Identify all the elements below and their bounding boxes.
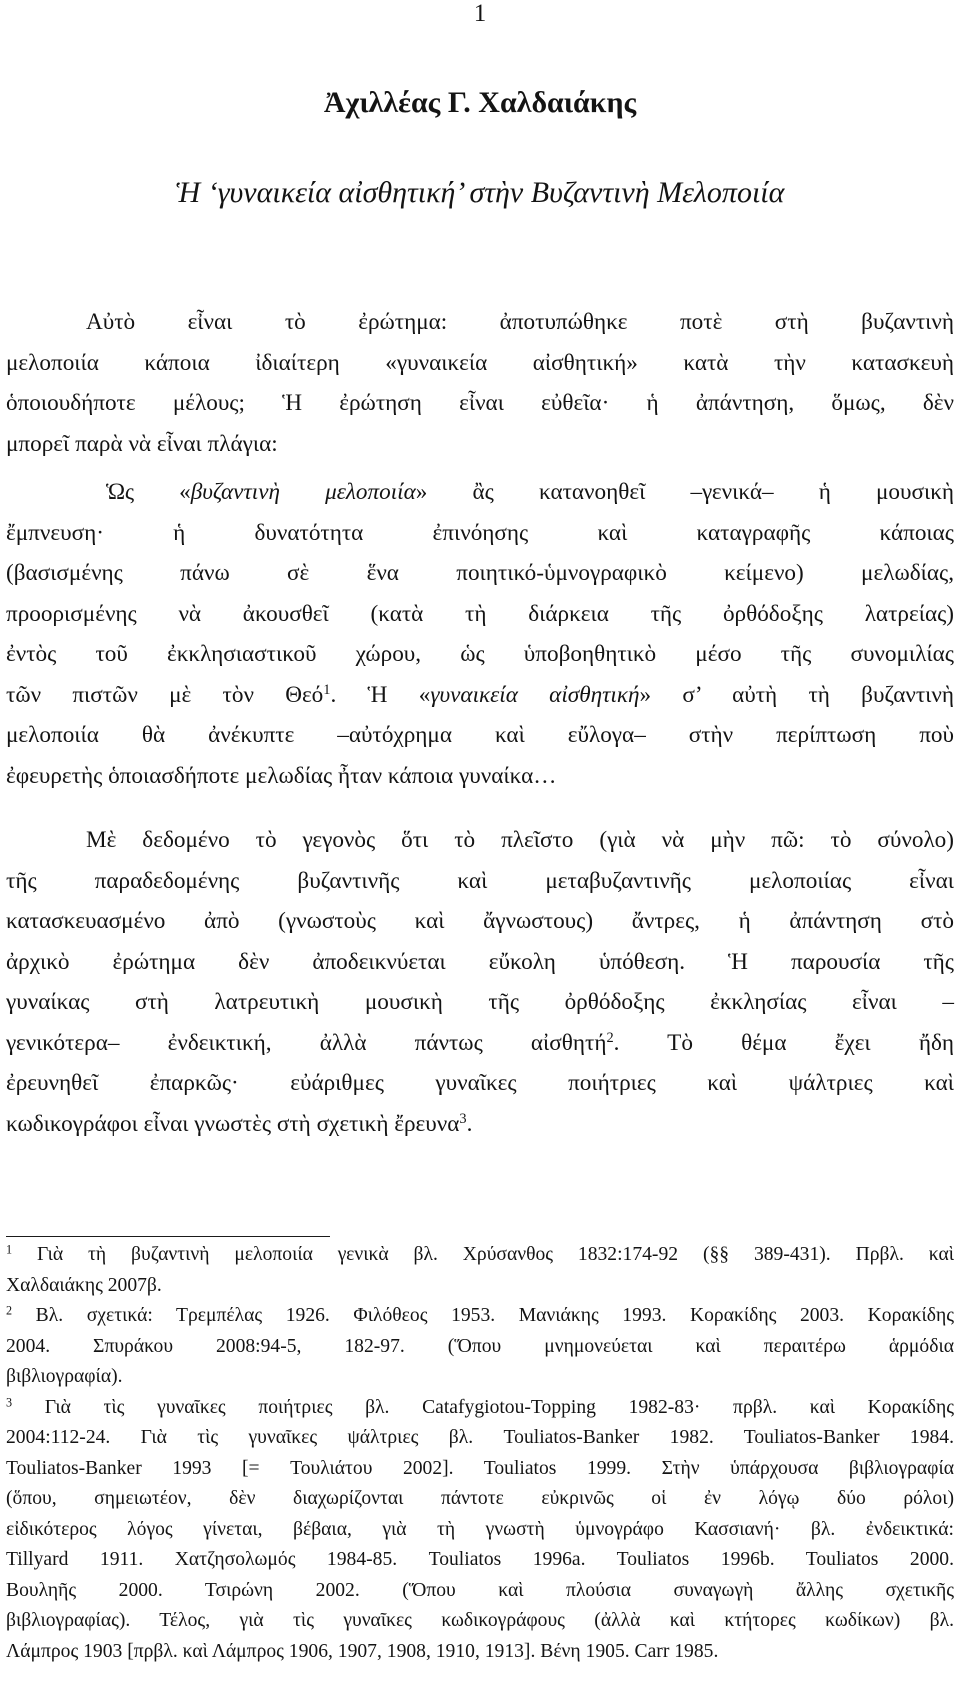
footnote-mark: 2	[6, 1303, 13, 1318]
footnote-3-line: Touliatos-Banker 1993 [= Τουλιάτου 2002]. Touliatos 1999. Στὴν ὑπάρχουσα βιβλιογραφία	[6, 1457, 954, 1479]
text-line: ἐρευνηθεῖ ἐπαρκῶς· εὐάριθμες γυναῖκες ποιήτριες καὶ ψάλτριες καὶ	[6, 1070, 954, 1096]
text-line	[6, 1104, 954, 1145]
text-line: γυναίκας στὴ λατρευτικὴ μουσικὴ τῆς ὀρθόδοξης ἐκκλησίας εἶναι –	[6, 989, 954, 1015]
footnote-3-line	[6, 1393, 954, 1424]
text-line: προορισμένης νὰ ἀκουσθεῖ (κατὰ τὴ διάρκεια τῆς ὀρθόδοξης λατρείας)	[6, 600, 954, 627]
footnote-mark: 1	[6, 1242, 13, 1257]
footnote-3-line: Λάμπρος 1903 [πρβλ. καὶ Λάμπρος 1906, 1907, 1908, 1910, 1913]. Βένη 1905. Carr 1985.	[6, 1640, 719, 1662]
footnote-2-line: βιβλιογραφία).	[6, 1366, 123, 1387]
text-segment: . Ἡ «	[330, 681, 431, 708]
footnote-3-line: Βουληῆς 2000. Τσιρώνη 2002. (Ὅπου καὶ πλούσια συναγωγὴ ἄλλης σχετικῆς	[6, 1579, 954, 1601]
footnote-2-line: 2004. Σπυράκου 2008:94-5, 182-97. (Ὅπου μνημονεύεται καὶ περαιτέρω ἁρμόδια	[6, 1335, 954, 1357]
text-segment: . Τὸ θέμα ἔχει ἤδη	[613, 1029, 954, 1056]
text-line: ἐφευρετὴς ὁποιασδήποτε μελωδίας ἦταν κάποια γυναίκα…	[6, 762, 557, 789]
text-segment: Βλ. σχετικά: Τρεμπέλας 1926. Φιλόθεος 1953. Μανιάκης 1993. Κορακίδης 2003. Κορακίδης	[12, 1305, 954, 1326]
author-name: Ἀχιλλέας Γ. Χαλδαιάκης	[323, 86, 637, 119]
paragraph-1	[6, 302, 954, 464]
italic-text: γυναικεία αἰσθητική	[430, 681, 640, 708]
footnote-ref-3: 3	[459, 1110, 467, 1127]
text-line: (βασισμένης πάνω σὲ ἕνα ποιητικό-ὑμνογραφικὸ κείμενο) μελωδίας,	[6, 560, 954, 586]
text-line: Μὲ δεδομένο τὸ γεγονὸς ὅτι τὸ πλεῖστο (γιὰ νὰ μὴν πῶ: τὸ σύνολο)	[86, 827, 954, 853]
footnote-3-line: (ὅπου, σημειωτέον, δὲν διαχωρίζονται πάντοτε εὐκρινῶς οἱ ἐν λόγῳ δύο ρόλοι)	[6, 1488, 954, 1509]
paragraph-2	[6, 472, 954, 796]
footnote-1-line	[6, 1240, 954, 1271]
footnote-2-line	[6, 1301, 954, 1332]
text-line: ἐντὸς τοῦ ἐκκλησιαστικοῦ χώρου, ὡς ὑποβοηθητικὸ μέσο τῆς συνομιλίας	[6, 641, 954, 667]
text-line: μελοποιία κάποια ἰδιαίτερη «γυναικεία αἰσθητική» κατὰ τὴν κατασκευὴ	[6, 349, 954, 376]
text-segment: » σ’ αὐτὴ τὴ βυζαντινὴ	[639, 681, 954, 708]
footnotes	[6, 1240, 954, 1667]
text-line	[6, 675, 954, 716]
text-line: τῆς παραδεδομένης βυζαντινῆς καὶ μεταβυζαντινῆς μελοποιίας εἶναι	[6, 867, 954, 894]
text-line: μελοποιία θὰ ἀνέκυπτε –αὐτόχρημα καὶ εὔλογα– στὴν περίπτωση ποὺ	[6, 722, 954, 748]
text-line	[6, 1023, 954, 1064]
text-line: μπορεῖ παρὰ νὰ εἶναι πλάγια:	[6, 430, 278, 457]
text-segment: Γιὰ τὴ βυζαντινὴ μελοποιία γενικὰ βλ. Χρύσανθος 1832:174-92 (§§ 389-431). Πρβλ. καὶ	[12, 1244, 954, 1265]
text-line: ἔμπνευση· ἡ δυνατότητα ἐπινόησης καὶ καταγραφῆς κάποιας	[6, 519, 954, 546]
text-segment: .	[466, 1110, 473, 1137]
text-line: κατασκευασμένο ἀπὸ (γνωστοὺς καὶ ἄγνωστους) ἄντρες, ἡ ἀπάντηση στὸ	[6, 908, 954, 934]
paragraph-3	[6, 820, 954, 1144]
footnote-ref-2: 2	[606, 1029, 614, 1046]
footnote-1-line: Χαλδαιάκης 2007β.	[6, 1274, 162, 1296]
article-title: Ἡ ‘γυναικεία αἰσθητική’ στὴν Βυζαντινὴ Μελοποιία	[175, 176, 785, 209]
footnote-3-line: βιβλιογραφίας). Τέλος, γιὰ τὶς γυναῖκες κωδικογράφους (ἀλλὰ καὶ κτήτορες κωδίκων) βλ.	[6, 1610, 954, 1631]
footnote-divider	[6, 1236, 330, 1237]
footnote-3-line: 2004:112-24. Γιὰ τὶς γυναῖκες ψάλτριες βλ. Touliatos-Banker 1982. Touliatos-Banker 1984.	[6, 1427, 954, 1448]
text-line: ἀρχικὸ ἐρώτημα δὲν ἀποδεικνύεται εὔκολη ὑπόθεση. Ἡ παρουσία τῆς	[6, 948, 954, 975]
footnote-3-line: Tillyard 1911. Χατζησολωμός 1984-85. Touliatos 1996a. Touliatos 1996b. Touliatos 2000.	[6, 1549, 954, 1570]
text-line: Αὐτὸ εἶναι τὸ ἐρώτημα: ἀποτυπώθηκε ποτὲ στὴ βυζαντινὴ	[86, 309, 954, 335]
text-segment: γενικότερα– ἐνδεικτική, ἀλλὰ πάντως αἰσθητή	[6, 1029, 607, 1056]
text-segment: τῶν πιστῶν μὲ τὸν Θεό	[6, 681, 324, 708]
text-segment: » ἂς κατανοηθεῖ –γενικά– ἡ μουσικὴ	[415, 479, 955, 505]
text-line	[6, 472, 954, 513]
footnote-mark: 3	[6, 1394, 13, 1409]
text-segment: κωδικογράφοι εἶναι γνωστὲς στὴ σχετικὴ ἔρευνα	[6, 1110, 460, 1137]
page-number: 1	[473, 0, 487, 27]
text-line: ὁποιουδήποτε μέλους; Ἡ ἐρώτηση εἶναι εὐθεῖα· ἡ ἀπάντηση, ὅμως, δὲν	[6, 390, 954, 416]
footnote-ref-1: 1	[323, 681, 331, 698]
footnote-3-line: εἰδικότερος λόγος γίνεται, βέβαια, γιὰ τὴ γνωστὴ ὑμνογράφο Κασσιανή· βλ. ἐνδεικτικά:	[6, 1518, 954, 1540]
text-segment: Γιὰ τὶς γυναῖκες ποιήτριες βλ. Catafygiotou-Topping 1982-83· πρβλ. καὶ Κορακίδης	[12, 1396, 954, 1418]
italic-text: βυζαντινὴ μελοποιία	[190, 479, 416, 505]
text-segment: Ὡς «	[106, 479, 191, 505]
